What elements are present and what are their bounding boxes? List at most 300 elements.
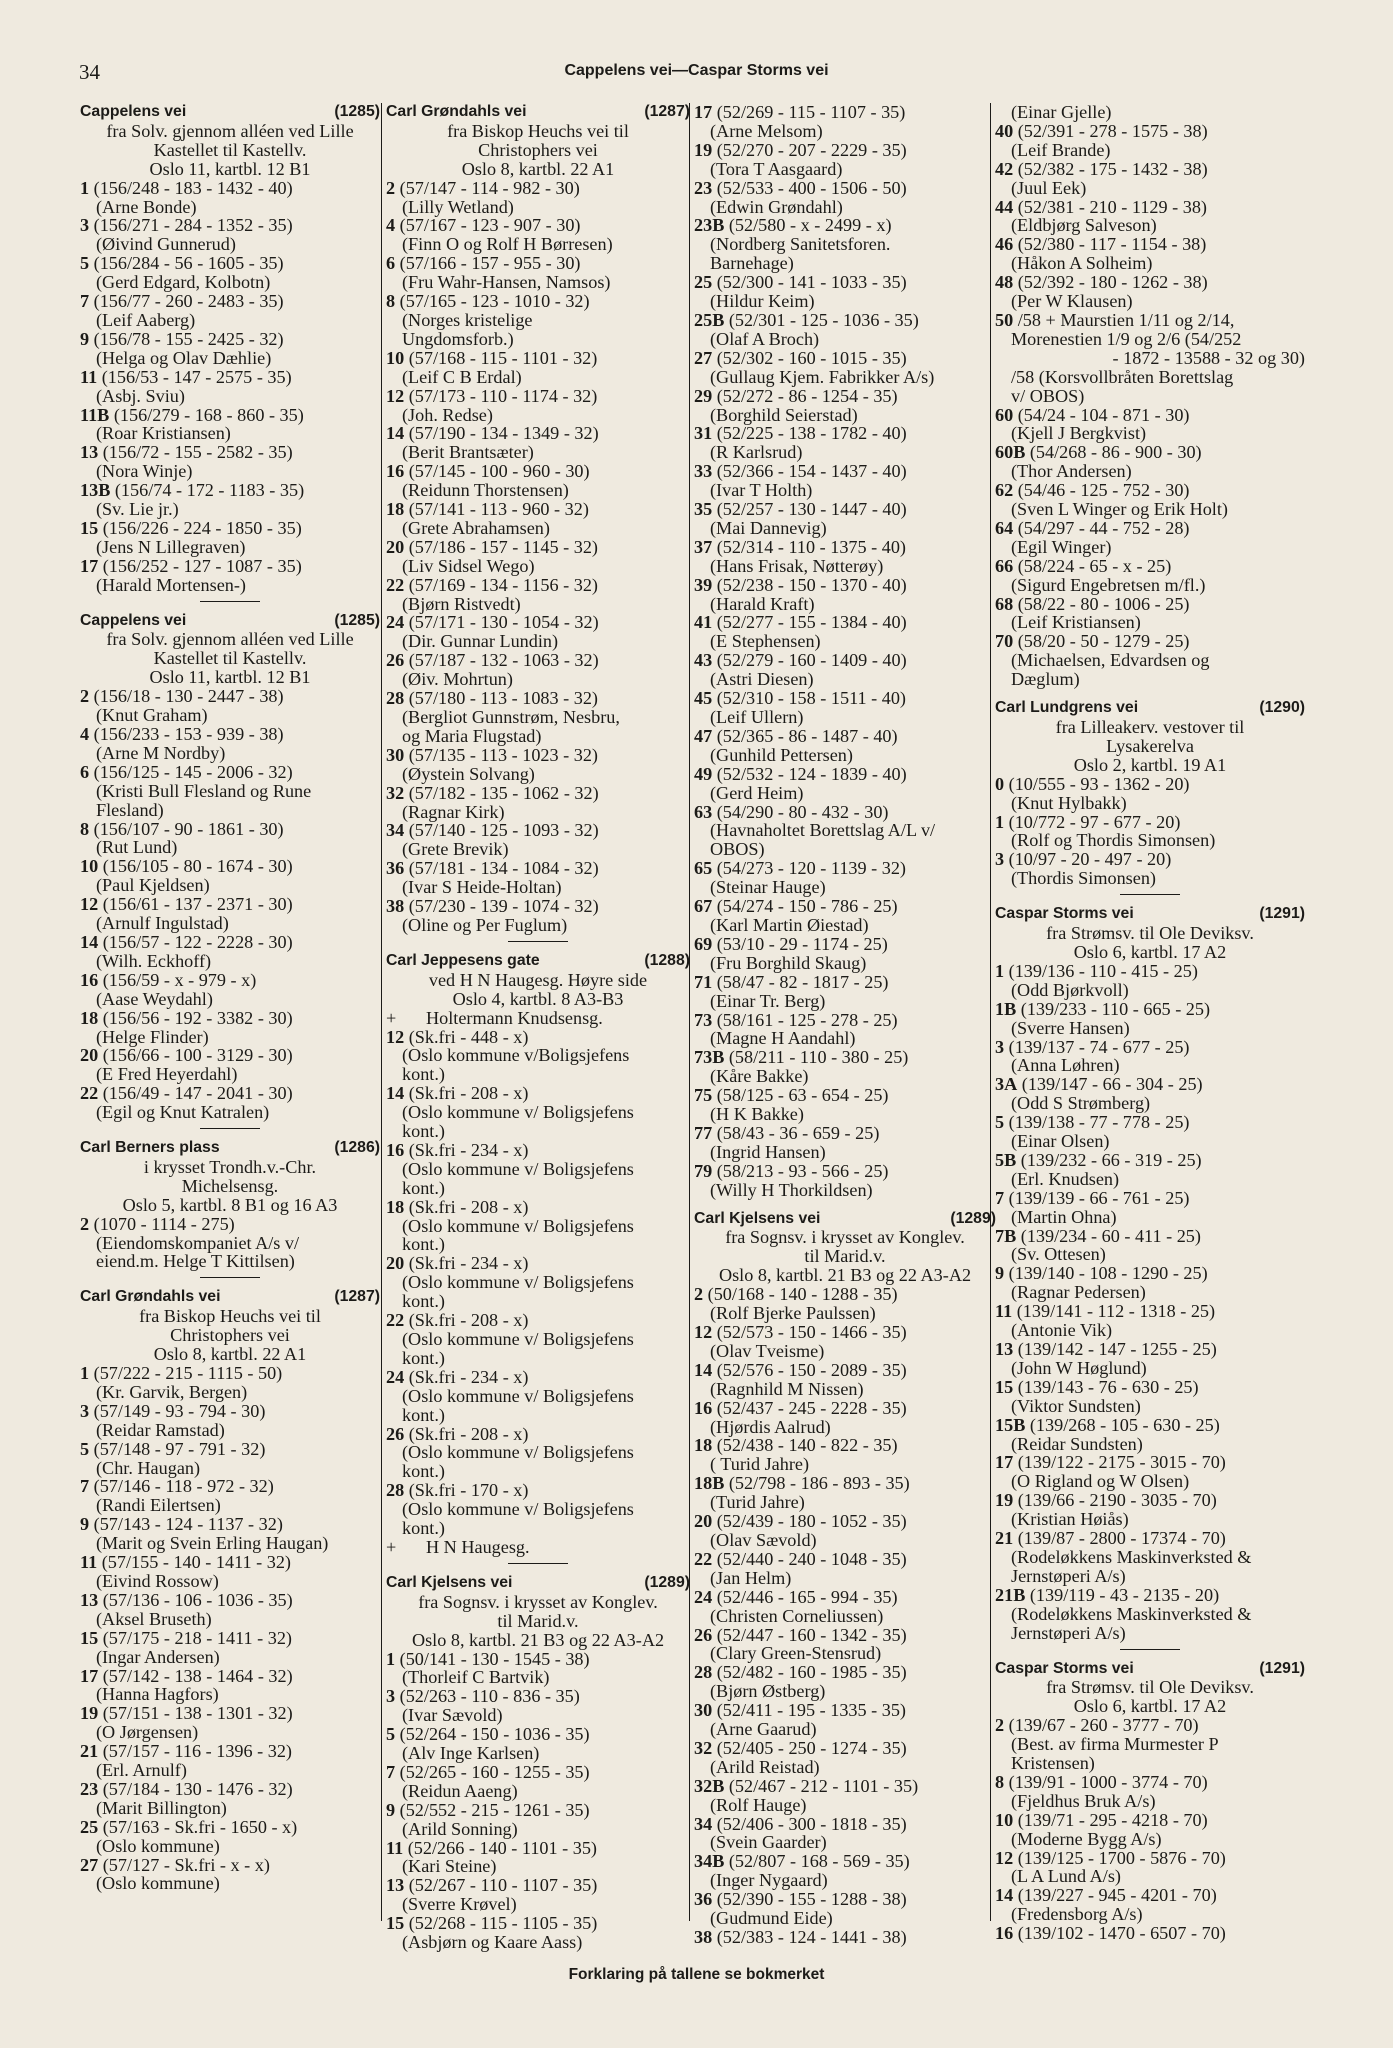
house-number: 7 [386, 1761, 396, 1782]
house-number: 0 [995, 773, 1005, 794]
address-entry [80, 519, 380, 538]
address-entry [80, 443, 380, 462]
house-number: 18 [386, 1196, 405, 1217]
address-entry [694, 973, 996, 992]
owner-name: (Reidunn Thorstensen) [402, 480, 569, 501]
house-number: 42 [995, 158, 1014, 179]
property-data: (139/91 - 1000 - 3774 - 70) [1008, 1771, 1208, 1792]
house-number: 16 [386, 461, 405, 482]
owner-name-continued: kont.) [402, 1234, 445, 1255]
property-data: (58/161 - 125 - 278 - 25) [716, 1009, 898, 1030]
house-number: 35 [694, 499, 713, 520]
street-description: Oslo 11, kartbl. 12 B1 [149, 667, 311, 688]
plus-icon: + [386, 1536, 397, 1557]
address-entry [995, 406, 1305, 425]
property-data: (156/61 - 137 - 2371 - 30) [102, 894, 293, 915]
property-data: (52/447 - 160 - 1342 - 35) [716, 1624, 907, 1645]
address-entry [80, 1742, 380, 1761]
house-number: 16 [694, 1397, 713, 1418]
house-number: 34B [694, 1851, 725, 1872]
house-number: 7 [995, 1187, 1005, 1208]
address-entry [386, 746, 690, 765]
house-number: 3A [995, 1074, 1018, 1095]
house-number: 9 [80, 328, 90, 349]
owner-name-continued: kont.) [402, 1518, 445, 1539]
address-entry [694, 1323, 996, 1342]
house-number: 7 [80, 291, 90, 312]
address-entry [694, 1890, 996, 1909]
address-entry [694, 1512, 996, 1531]
property-data: (57/180 - 113 - 1083 - 32) [408, 688, 598, 709]
owner-name-continued: Ungdomsforb.) [402, 328, 514, 349]
house-number: 46 [995, 234, 1014, 255]
property-data: (54/24 - 104 - 871 - 30) [1017, 404, 1190, 425]
house-number: 15 [80, 1627, 99, 1648]
street-heading [386, 1574, 690, 1593]
owner-name: (Oslo kommune v/ Boligsjefens [402, 1215, 634, 1236]
street-section [995, 103, 1305, 689]
address-entry [80, 1553, 380, 1572]
owner-name: (Øystein Solvang) [402, 763, 535, 784]
house-number: 4 [386, 215, 396, 236]
house-number: 28 [694, 1662, 713, 1683]
owner-name: (Oline og Per Fuglum) [402, 914, 568, 935]
property-data: (139/87 - 2800 - 17374 - 70) [1017, 1528, 1226, 1549]
house-number: 62 [995, 480, 1014, 501]
address-entry [995, 775, 1305, 794]
street-code: (1289) [950, 1209, 996, 1227]
house-number: 23 [80, 1778, 99, 1799]
address-entry [694, 1285, 996, 1304]
property-data: (57/167 - 123 - 907 - 30) [399, 215, 581, 236]
street-heading [995, 905, 1305, 924]
owner-name: (Viktor Sundsten) [1011, 1395, 1141, 1416]
street-description: Michelsensg. [181, 1175, 279, 1196]
street-name: Carl Kjelsens vei [386, 1573, 513, 1591]
property-data: (52/238 - 150 - 1370 - 40) [716, 574, 907, 595]
owner-name: (Borghild Seierstad) [710, 404, 858, 425]
owner-name: (R Karlsrud) [710, 442, 803, 463]
owner-name: (Sverre Hansen) [1011, 1017, 1130, 1038]
house-number: 20 [80, 1045, 99, 1066]
owner-name: (Eiendomskompaniet A/s v/ [96, 1232, 300, 1253]
address-entry [80, 406, 380, 425]
address-entry [80, 971, 380, 990]
property-data: (58/47 - 82 - 1817 - 25) [716, 971, 889, 992]
street-description: fra Strømsv. til Ole Deviksv. [1046, 1677, 1254, 1698]
house-number: 48 [995, 272, 1014, 293]
owner-name: (Asbjørn og Kaare Aass) [402, 1932, 583, 1953]
owner-name: (Hanna Hagfors) [96, 1684, 219, 1705]
owner-name: (Astri Diesen) [710, 669, 814, 690]
property-data: (10/772 - 97 - 677 - 20) [1008, 811, 1181, 832]
address-entry [995, 1189, 1305, 1208]
property-data: (52/268 - 115 - 1105 - 35) [408, 1913, 598, 1934]
property-data: (52/533 - 400 - 1506 - 50) [716, 177, 907, 198]
street-name: Carl Berners plass [80, 1139, 220, 1157]
house-number: 3 [80, 1400, 90, 1421]
address-entry [386, 1763, 690, 1782]
owner-name: (H K Bakke) [710, 1104, 804, 1125]
owner-name: (Harald Kraft) [710, 593, 815, 614]
owner-name: (Lilly Wetland) [402, 196, 514, 217]
house-number: 8 [386, 291, 396, 312]
address-entry [80, 254, 380, 273]
property-data: (50/168 - 140 - 1288 - 35) [707, 1284, 898, 1305]
address-entry [995, 1811, 1305, 1830]
house-number: 69 [694, 933, 713, 954]
house-number: 10 [80, 856, 99, 877]
owner-name-continued: Jernstøperi A/s) [1011, 1622, 1126, 1643]
owner-name: (Håkon A Solheim) [1011, 253, 1153, 274]
owner-name: (Clary Green-Stensrud) [710, 1643, 882, 1664]
address-entry [995, 1264, 1305, 1283]
address-entry [386, 387, 690, 406]
street-code: (1286) [334, 1139, 380, 1157]
address-entry [694, 1739, 996, 1758]
house-number: 16 [386, 1139, 405, 1160]
property-data: (52/382 - 175 - 1432 - 38) [1017, 158, 1208, 179]
house-number: 17 [694, 102, 713, 122]
address-entry [995, 273, 1305, 292]
property-data: (58/20 - 50 - 1279 - 25) [1017, 631, 1190, 652]
street-section [386, 1574, 690, 1952]
property-data: (52/381 - 210 - 1129 - 38) [1017, 196, 1207, 217]
property-data: (58/211 - 110 - 380 - 25) [728, 1047, 909, 1068]
property-data: (10/555 - 93 - 1362 - 20) [1008, 773, 1190, 794]
owner-name: (Dir. Gunnar Lundin) [402, 631, 559, 652]
house-number: 11B [80, 404, 110, 425]
address-entry [694, 1162, 996, 1181]
house-number: 15B [995, 1414, 1026, 1435]
street-description: fra Sognsv. i krysset av Konglev. [418, 1591, 658, 1612]
street-code: (1291) [1259, 1659, 1305, 1677]
owner-name: (Marit og Svein Erling Haugan) [96, 1533, 329, 1554]
house-number: 2 [694, 1284, 704, 1305]
property-data: (57/186 - 157 - 1145 - 32) [408, 536, 598, 557]
property-data: (156/59 - x - 979 - x) [102, 969, 257, 990]
owner-name: (Rolf Hauge) [710, 1794, 807, 1815]
house-number: 2 [80, 686, 90, 707]
owner-name: (Kristi Bull Flesland og Rune [96, 780, 312, 801]
owner-name-continued: kont.) [402, 1064, 445, 1085]
house-number: 26 [386, 650, 405, 671]
address-entry [80, 1667, 380, 1686]
house-number: 28 [386, 1480, 405, 1501]
owner-name: (Knut Graham) [96, 705, 208, 726]
property-data: (52/440 - 240 - 1048 - 35) [716, 1548, 907, 1569]
owner-name: (Randi Eilertsen) [96, 1495, 221, 1516]
column-4 [995, 103, 1305, 1953]
street-section [694, 1210, 996, 1947]
owner-name: (Edwin Grøndahl) [710, 196, 843, 217]
owner-name: (Leif Kristiansen) [1011, 612, 1141, 633]
house-number: 11 [80, 1552, 98, 1573]
address-entry [386, 1368, 690, 1387]
street-code: (1288) [644, 951, 690, 969]
address-entry [995, 1378, 1305, 1397]
house-number: 2 [80, 1213, 90, 1234]
owner-name: (Leif C B Erdal) [402, 366, 522, 387]
house-number: 8 [995, 1771, 1005, 1792]
house-number: 19 [995, 1490, 1014, 1511]
house-number: 23B [694, 215, 725, 236]
property-data: (156/56 - 192 - 3382 - 30) [102, 1007, 293, 1028]
property-data: (57/163 - Sk.fri - 1650 - x) [102, 1816, 298, 1837]
house-number: 20 [694, 1511, 713, 1532]
owner-name: (Sv. Ottesen) [1011, 1244, 1106, 1265]
property-data: (57/165 - 123 - 1010 - 32) [399, 291, 590, 312]
owner-name: (Thor Andersen) [1011, 461, 1132, 482]
column-3 [694, 103, 996, 1957]
property-data: (139/67 - 260 - 3777 - 70) [1008, 1715, 1199, 1736]
house-number: 11 [80, 366, 98, 387]
owner-name: (Oslo kommune) [96, 1873, 220, 1894]
street-description: Oslo 8, kartbl. 22 A1 [153, 1344, 307, 1365]
property-data: (139/137 - 74 - 677 - 25) [1008, 1036, 1190, 1057]
property-data: (57/143 - 124 - 1137 - 32) [93, 1514, 283, 1535]
property-data: (139/125 - 1700 - 5876 - 70) [1017, 1847, 1226, 1868]
section-divider [200, 1277, 260, 1278]
owner-name: (Ivar S Heide-Holtan) [402, 877, 562, 898]
property-data: (52/301 - 125 - 1036 - 35) [728, 309, 919, 330]
cross-street-name: Holtermann Knudsensg. [426, 1007, 603, 1028]
street-section [386, 952, 690, 1564]
house-number: 14 [386, 423, 405, 444]
street-description: Oslo 8, kartbl. 21 B3 og 22 A3-A2 [411, 1629, 665, 1650]
address-entry [386, 613, 690, 632]
property-data: (52/310 - 158 - 1511 - 40) [716, 688, 906, 709]
owner-name: (Bergliot Gunnstrøm, Nesbru, [402, 707, 620, 727]
address-entry [386, 349, 690, 368]
address-entry [386, 1425, 690, 1444]
property-data: /58 + Maurstien 1/11 og 2/14, [1017, 309, 1235, 330]
address-entry [80, 368, 380, 387]
section-divider [200, 1128, 260, 1129]
property-data: (156/284 - 56 - 1605 - 35) [93, 253, 284, 274]
property-data: (52/257 - 130 - 1447 - 40) [716, 499, 907, 520]
house-number: 17 [80, 1665, 99, 1686]
house-number: 47 [694, 725, 713, 746]
address-entry [995, 813, 1305, 832]
section-divider [1120, 894, 1180, 895]
owner-name: (Knut Hylbakk) [1011, 792, 1127, 813]
street-description: i krysset Trondh.v.-Chr. [143, 1156, 317, 1177]
street-description: Oslo 6, kartbl. 17 A2 [1073, 941, 1227, 962]
owner-name: (Arne Bonde) [96, 196, 197, 217]
property-data: (139/119 - 43 - 2135 - 20) [1029, 1584, 1220, 1605]
property-data: (57/222 - 215 - 1115 - 50) [93, 1363, 283, 1383]
house-number: 21B [995, 1584, 1026, 1605]
column-divider [381, 103, 382, 1921]
property-data: (57/182 - 135 - 1062 - 32) [408, 782, 599, 803]
owner-name: (Aase Weydahl) [96, 988, 213, 1009]
address-entry [995, 1000, 1305, 1019]
address-entry [995, 1529, 1305, 1548]
owner-name: (Hildur Keim) [710, 291, 815, 312]
column-divider [990, 103, 991, 1921]
property-data: (156/49 - 147 - 2041 - 30) [102, 1083, 293, 1104]
section-divider [508, 941, 568, 942]
owner-name: (Erl. Knudsen) [1011, 1168, 1120, 1189]
house-number: 5 [386, 1724, 396, 1745]
address-entry [694, 179, 996, 198]
address-entry [80, 1856, 380, 1875]
address-entry [995, 1924, 1305, 1943]
house-number: 45 [694, 688, 713, 709]
owner-name: (Kr. Garvik, Bergen) [96, 1381, 248, 1402]
section-divider [508, 1563, 568, 1564]
address-entry [80, 725, 380, 744]
address-entry [694, 859, 996, 878]
owner-name: (Grete Abrahamsen) [402, 517, 550, 538]
property-data: (57/135 - 113 - 1023 - 32) [408, 744, 598, 765]
property-data: (139/122 - 2175 - 3015 - 70) [1017, 1452, 1226, 1473]
property-data: (52/277 - 155 - 1384 - 40) [716, 612, 907, 633]
owner-name: (O Rigland og W Olsen) [1011, 1471, 1190, 1492]
address-entry [694, 538, 996, 557]
address-entry [386, 254, 690, 273]
owner-name: (Ivar T Holth) [710, 480, 813, 501]
address-entry [80, 1515, 380, 1534]
owner-name: (Michaelsen, Edvardsen og [1011, 650, 1210, 671]
property-data: (57/141 - 113 - 960 - 32) [408, 499, 589, 520]
house-number: 14 [80, 931, 99, 952]
house-number: 27 [694, 347, 713, 368]
address-entry [694, 1550, 996, 1569]
property-data: (139/227 - 945 - 4201 - 70) [1017, 1885, 1217, 1906]
address-entry [80, 1009, 380, 1028]
property-data: (52/300 - 141 - 1033 - 35) [716, 272, 907, 293]
address-entry [995, 850, 1305, 869]
house-number: 5 [80, 253, 90, 274]
house-number: 15 [995, 1376, 1014, 1397]
property-data: (156/252 - 127 - 1087 - 35) [102, 555, 302, 576]
property-data: (57/136 - 106 - 1036 - 35) [102, 1589, 293, 1610]
address-entry [694, 387, 996, 406]
street-heading [995, 699, 1305, 718]
street-description: til Marid.v. [804, 1246, 886, 1267]
house-number: 60 [995, 404, 1014, 425]
address-entry [694, 1815, 996, 1834]
owner-name: (Arnulf Ingulstad) [96, 913, 229, 934]
house-number: 21 [80, 1741, 99, 1762]
address-entry [386, 1311, 690, 1330]
house-number: 44 [995, 196, 1014, 217]
house-number: 60B [995, 442, 1026, 463]
owner-name: (Oslo kommune v/ Boligsjefens [402, 1329, 634, 1349]
house-number: 32B [694, 1775, 725, 1796]
owner-name: (Paul Kjeldsen) [96, 875, 210, 896]
house-number: 4 [80, 724, 90, 744]
owner-name: (Rodeløkkens Maskinverksted & [1011, 1603, 1252, 1624]
house-number: 10 [995, 1809, 1014, 1830]
house-number: 14 [694, 1359, 713, 1380]
property-data: (52/798 - 186 - 893 - 35) [728, 1473, 910, 1494]
owner-name: (Per W Klausen) [1011, 291, 1133, 312]
street-description: fra Strømsv. til Ole Deviksv. [1046, 923, 1254, 944]
address-entry [995, 1151, 1305, 1170]
owner-name: (Oslo kommune v/ Boligsjefens [402, 1158, 634, 1179]
property-data: (Sk.fri - 208 - x) [408, 1196, 529, 1217]
property-data: (54/273 - 120 - 1139 - 32) [716, 858, 906, 879]
house-number: 73 [694, 1009, 713, 1030]
property-data: (139/138 - 77 - 778 - 25) [1008, 1112, 1190, 1133]
address-entry [995, 1453, 1305, 1472]
address-entry [995, 632, 1305, 651]
address-entry [386, 1028, 690, 1047]
address-entry [995, 235, 1305, 254]
address-entry [694, 613, 996, 632]
street-section [80, 103, 380, 602]
cross-street [386, 1538, 690, 1557]
house-number: 63 [694, 801, 713, 822]
owner-name: (Antonie Vik) [1011, 1320, 1113, 1341]
address-entry [694, 216, 996, 235]
property-data: (156/107 - 90 - 1861 - 30) [93, 818, 284, 839]
address-entry [694, 1701, 996, 1720]
owner-name: (Thorleif C Bartvik) [402, 1667, 550, 1688]
house-number: 15 [80, 517, 99, 538]
address-entry [80, 1084, 380, 1103]
house-number: 26 [694, 1624, 713, 1645]
street-description: Christophers vei [478, 139, 598, 160]
owner-name: (Joh. Redse) [402, 404, 493, 425]
street-section [995, 1660, 1305, 1944]
address-entry [694, 803, 996, 822]
address-entry [995, 122, 1305, 141]
property-data: (139/232 - 66 - 319 - 25) [1020, 1149, 1202, 1170]
property-data: (58/213 - 93 - 566 - 25) [716, 1160, 889, 1181]
address-entry [995, 198, 1305, 217]
owner-name: (Helge Flinder) [96, 1026, 209, 1047]
street-description: til Marid.v. [497, 1610, 579, 1631]
address-entry [694, 1436, 996, 1455]
house-number: 18 [386, 499, 405, 520]
house-number: 2 [386, 177, 396, 198]
street-description: Oslo 2, kartbl. 19 A1 [1073, 754, 1227, 775]
house-number: 5 [995, 1112, 1005, 1133]
owner-name: (Oslo kommune v/ Boligsjefens [402, 1102, 634, 1123]
house-number: 25 [80, 1816, 99, 1837]
property-data: (139/141 - 112 - 1318 - 25) [1016, 1301, 1216, 1322]
owner-name: (Einar Gjelle) [1011, 102, 1112, 122]
house-number: 75 [694, 1085, 713, 1106]
address-entry [386, 1141, 690, 1160]
house-number: 1 [80, 177, 90, 198]
house-number: 40 [995, 120, 1014, 141]
house-number: 8 [80, 818, 90, 839]
house-number: 27 [80, 1854, 99, 1875]
street-section [80, 612, 380, 1129]
street-section [386, 103, 690, 942]
owner-name: (Harald Mortensen-) [96, 574, 246, 595]
owner-name: (Leif Brande) [1011, 139, 1111, 160]
house-number: 14 [386, 1083, 405, 1104]
owner-name: (Leif Ullern) [710, 707, 804, 727]
owner-name: (Steinar Hauge) [710, 877, 826, 898]
owner-name: (Reidun Aaeng) [402, 1780, 518, 1801]
street-heading [80, 103, 380, 122]
page-title: Cappelens vei—Caspar Storms vei [564, 62, 829, 79]
owner-name: (Oslo kommune v/ Boligsjefens [402, 1442, 634, 1463]
address-entry [995, 1886, 1305, 1905]
house-number: 26 [386, 1423, 405, 1444]
house-number: 12 [80, 894, 99, 915]
property-data: (57/140 - 125 - 1093 - 32) [408, 820, 599, 841]
owner-name: (Aksel Bruseth) [96, 1608, 212, 1629]
owner-name: (Fru Wahr-Hansen, Namsos) [402, 272, 611, 293]
